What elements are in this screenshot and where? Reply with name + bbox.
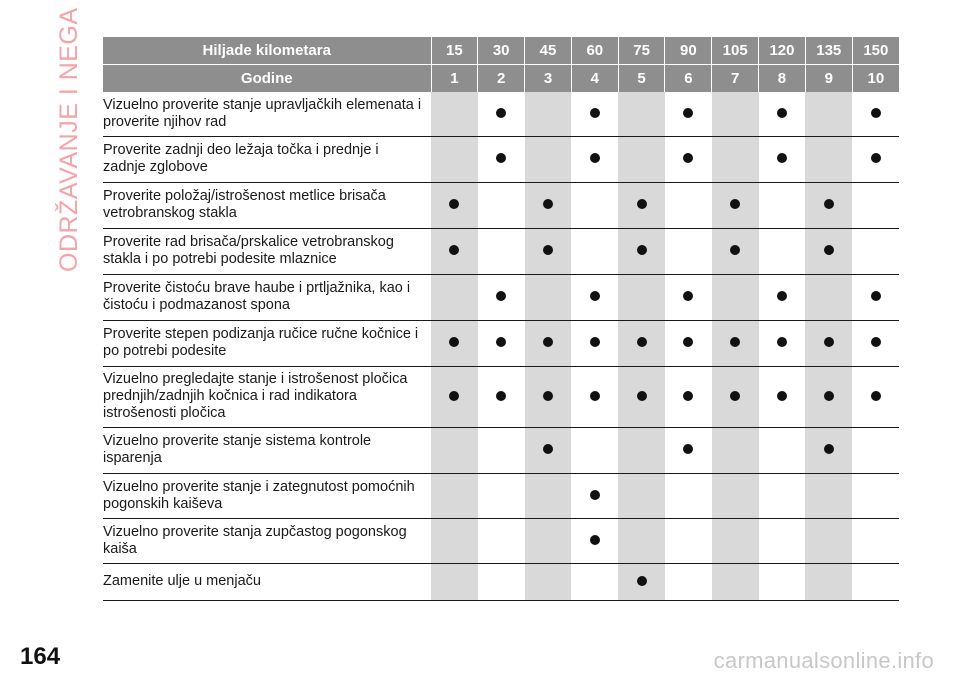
interval-cell [478, 92, 525, 136]
interval-cell [571, 473, 618, 518]
interval-cell [478, 518, 525, 563]
year-header-cell: 1 [431, 65, 478, 93]
interval-cell [852, 518, 899, 563]
interval-cell [759, 366, 806, 427]
interval-cell [431, 320, 478, 366]
interval-cell [712, 473, 759, 518]
interval-marker-dot [824, 199, 834, 209]
interval-marker-dot [590, 108, 600, 118]
interval-cell [665, 473, 712, 518]
interval-marker-dot [496, 391, 506, 401]
interval-marker-dot [543, 245, 553, 255]
interval-marker-dot [590, 291, 600, 301]
interval-marker-dot [449, 245, 459, 255]
interval-cell [478, 366, 525, 427]
interval-marker-dot [496, 153, 506, 163]
interval-cell [805, 366, 852, 427]
interval-cell [759, 563, 806, 600]
year-header-cell: 6 [665, 65, 712, 93]
task-description: Vizuelno proverite stanje upravljačkih elemenata i proverite njihov rad [103, 92, 431, 136]
interval-marker-dot [543, 199, 553, 209]
interval-cell [618, 136, 665, 182]
interval-cell [759, 182, 806, 228]
interval-marker-dot [683, 291, 693, 301]
km-header-cell: 150 [852, 37, 899, 65]
section-title: ODRŽAVANJE I NEGA [55, 7, 83, 272]
interval-cell [805, 563, 852, 600]
interval-cell [571, 518, 618, 563]
interval-cell [478, 136, 525, 182]
interval-cell [805, 274, 852, 320]
km-header-cell: 75 [618, 37, 665, 65]
interval-cell [431, 518, 478, 563]
interval-cell [618, 320, 665, 366]
interval-cell [618, 427, 665, 473]
year-header-cell: 3 [525, 65, 572, 93]
interval-cell [478, 228, 525, 274]
interval-cell [478, 274, 525, 320]
interval-cell [665, 136, 712, 182]
interval-marker-dot [637, 391, 647, 401]
year-header-cell: 8 [759, 65, 806, 93]
interval-cell [759, 473, 806, 518]
task-description: Vizuelno proverite stanje sistema kontrole isparenja [103, 427, 431, 473]
interval-cell [618, 182, 665, 228]
km-header-cell: 135 [805, 37, 852, 65]
interval-cell [525, 427, 572, 473]
interval-marker-dot [824, 245, 834, 255]
interval-cell [571, 366, 618, 427]
interval-cell [525, 473, 572, 518]
years-header-row [103, 65, 899, 93]
interval-marker-dot [449, 337, 459, 347]
interval-cell [431, 92, 478, 136]
interval-cell [852, 366, 899, 427]
interval-cell [665, 427, 712, 473]
interval-cell [618, 563, 665, 600]
interval-cell [665, 366, 712, 427]
interval-marker-dot [543, 391, 553, 401]
km-header-cell: 105 [712, 37, 759, 65]
maintenance-schedule-table [103, 37, 899, 601]
interval-marker-dot [637, 337, 647, 347]
km-header-cell: 30 [478, 37, 525, 65]
interval-marker-dot [590, 391, 600, 401]
schedule-row [103, 563, 899, 600]
interval-cell [618, 518, 665, 563]
interval-cell [759, 136, 806, 182]
interval-cell [525, 92, 572, 136]
interval-cell [712, 228, 759, 274]
schedule-row [103, 92, 899, 136]
interval-marker-dot [496, 337, 506, 347]
year-header-cell: 7 [712, 65, 759, 93]
interval-cell [852, 182, 899, 228]
interval-cell [431, 136, 478, 182]
interval-marker-dot [777, 108, 787, 118]
interval-cell [805, 320, 852, 366]
interval-marker-dot [683, 391, 693, 401]
task-description: Proverite rad brisača/prskalice vetrobranskog stakla i po potrebi podesite mlaznice [103, 228, 431, 274]
interval-cell [525, 228, 572, 274]
interval-marker-dot [683, 153, 693, 163]
schedule-row [103, 473, 899, 518]
km-header-cell: 90 [665, 37, 712, 65]
schedule-body [103, 92, 899, 600]
km-header-cell: 45 [525, 37, 572, 65]
interval-marker-dot [637, 245, 647, 255]
interval-cell [759, 92, 806, 136]
interval-cell [478, 563, 525, 600]
km-header-cell: 120 [759, 37, 806, 65]
interval-marker-dot [777, 153, 787, 163]
interval-cell [478, 182, 525, 228]
interval-marker-dot [543, 337, 553, 347]
years-header-label: Godine [103, 65, 431, 93]
interval-cell [805, 92, 852, 136]
interval-cell [712, 274, 759, 320]
interval-cell [805, 473, 852, 518]
year-header-cell: 2 [478, 65, 525, 93]
km-header-cell: 60 [571, 37, 618, 65]
interval-cell [525, 182, 572, 228]
interval-marker-dot [683, 444, 693, 454]
schedule-row [103, 366, 899, 427]
interval-cell [431, 274, 478, 320]
interval-cell [571, 274, 618, 320]
task-description: Proverite zadnji deo ležaja točka i prednje i zadnje zglobove [103, 136, 431, 182]
interval-cell [712, 563, 759, 600]
page-number: 164 [20, 643, 61, 670]
interval-marker-dot [590, 535, 600, 545]
interval-cell [852, 320, 899, 366]
interval-cell [525, 274, 572, 320]
interval-marker-dot [683, 337, 693, 347]
interval-cell [665, 92, 712, 136]
interval-marker-dot [590, 337, 600, 347]
interval-marker-dot [730, 245, 740, 255]
interval-marker-dot [496, 108, 506, 118]
interval-marker-dot [777, 291, 787, 301]
task-description: Proverite stepen podizanja ručice ručne kočnice i po potrebi podesite [103, 320, 431, 366]
interval-cell [431, 473, 478, 518]
interval-cell [525, 518, 572, 563]
interval-cell [759, 518, 806, 563]
interval-marker-dot [683, 108, 693, 118]
task-description: Vizuelno proverite stanje i zategnutost pomoćnih pogonskih kaiševa [103, 473, 431, 518]
interval-cell [712, 136, 759, 182]
interval-marker-dot [449, 199, 459, 209]
schedule-row [103, 427, 899, 473]
watermark: carmanualsonline.info [713, 648, 934, 673]
interval-marker-dot [730, 199, 740, 209]
interval-cell [759, 274, 806, 320]
interval-marker-dot [637, 576, 647, 586]
interval-cell [571, 182, 618, 228]
interval-marker-dot [590, 153, 600, 163]
year-header-cell: 5 [618, 65, 665, 93]
schedule-row [103, 518, 899, 563]
km-header-label: Hiljade kilometara [103, 37, 431, 65]
interval-marker-dot [449, 391, 459, 401]
interval-marker-dot [871, 108, 881, 118]
interval-cell [525, 366, 572, 427]
interval-cell [805, 427, 852, 473]
year-header-cell: 4 [571, 65, 618, 93]
task-description: Proverite čistoću brave haube i prtljažnika, kao i čistoću i podmazanost spona [103, 274, 431, 320]
interval-cell [712, 427, 759, 473]
interval-cell [852, 473, 899, 518]
interval-marker-dot [496, 291, 506, 301]
interval-cell [852, 563, 899, 600]
interval-marker-dot [871, 391, 881, 401]
interval-cell [571, 136, 618, 182]
interval-marker-dot [777, 337, 787, 347]
interval-cell [665, 320, 712, 366]
interval-cell [805, 136, 852, 182]
interval-cell [759, 320, 806, 366]
interval-cell [712, 518, 759, 563]
interval-marker-dot [637, 199, 647, 209]
interval-cell [665, 518, 712, 563]
interval-cell [712, 182, 759, 228]
interval-marker-dot [730, 337, 740, 347]
interval-marker-dot [590, 490, 600, 500]
interval-cell [571, 92, 618, 136]
interval-marker-dot [543, 444, 553, 454]
interval-cell [665, 563, 712, 600]
year-header-cell: 10 [852, 65, 899, 93]
km-header-row [103, 37, 899, 65]
interval-cell [712, 92, 759, 136]
interval-cell [431, 427, 478, 473]
schedule-row [103, 228, 899, 274]
interval-cell [571, 563, 618, 600]
year-header-cell: 9 [805, 65, 852, 93]
interval-cell [571, 228, 618, 274]
interval-cell [525, 320, 572, 366]
interval-cell [525, 563, 572, 600]
interval-marker-dot [824, 444, 834, 454]
interval-cell [478, 427, 525, 473]
interval-cell [431, 182, 478, 228]
interval-cell [618, 366, 665, 427]
km-header-cell: 15 [431, 37, 478, 65]
schedule-row [103, 182, 899, 228]
interval-cell [805, 228, 852, 274]
interval-cell [712, 366, 759, 427]
interval-cell [571, 427, 618, 473]
interval-cell [852, 228, 899, 274]
interval-marker-dot [777, 391, 787, 401]
interval-cell [618, 274, 665, 320]
interval-cell [525, 136, 572, 182]
interval-marker-dot [871, 291, 881, 301]
interval-cell [852, 427, 899, 473]
schedule-row [103, 136, 899, 182]
schedule-row [103, 320, 899, 366]
interval-marker-dot [730, 391, 740, 401]
interval-cell [759, 228, 806, 274]
interval-cell [618, 228, 665, 274]
interval-marker-dot [824, 337, 834, 347]
schedule-row [103, 274, 899, 320]
interval-cell [852, 274, 899, 320]
interval-cell [618, 473, 665, 518]
interval-cell [665, 182, 712, 228]
interval-cell [478, 473, 525, 518]
task-description: Vizuelno pregledajte stanje i istrošenost pločica prednjih/zadnjih kočnica i rad indikatora istrošenosti pločica [103, 366, 431, 427]
interval-cell [478, 320, 525, 366]
schedule-header [103, 37, 899, 92]
interval-cell [852, 92, 899, 136]
interval-cell [431, 366, 478, 427]
task-description: Proverite položaj/istrošenost metlice brisača vetrobranskog stakla [103, 182, 431, 228]
interval-cell [805, 182, 852, 228]
interval-cell [712, 320, 759, 366]
interval-cell [431, 563, 478, 600]
interval-cell [805, 518, 852, 563]
interval-cell [571, 320, 618, 366]
task-description: Zamenite ulje u menjaču [103, 563, 431, 600]
task-description: Vizuelno proverite stanja zupčastog pogonskog kaiša [103, 518, 431, 563]
interval-cell [759, 427, 806, 473]
interval-cell [665, 274, 712, 320]
interval-marker-dot [871, 153, 881, 163]
interval-marker-dot [871, 337, 881, 347]
interval-cell [665, 228, 712, 274]
interval-cell [431, 228, 478, 274]
interval-cell [618, 92, 665, 136]
interval-marker-dot [824, 391, 834, 401]
interval-cell [852, 136, 899, 182]
